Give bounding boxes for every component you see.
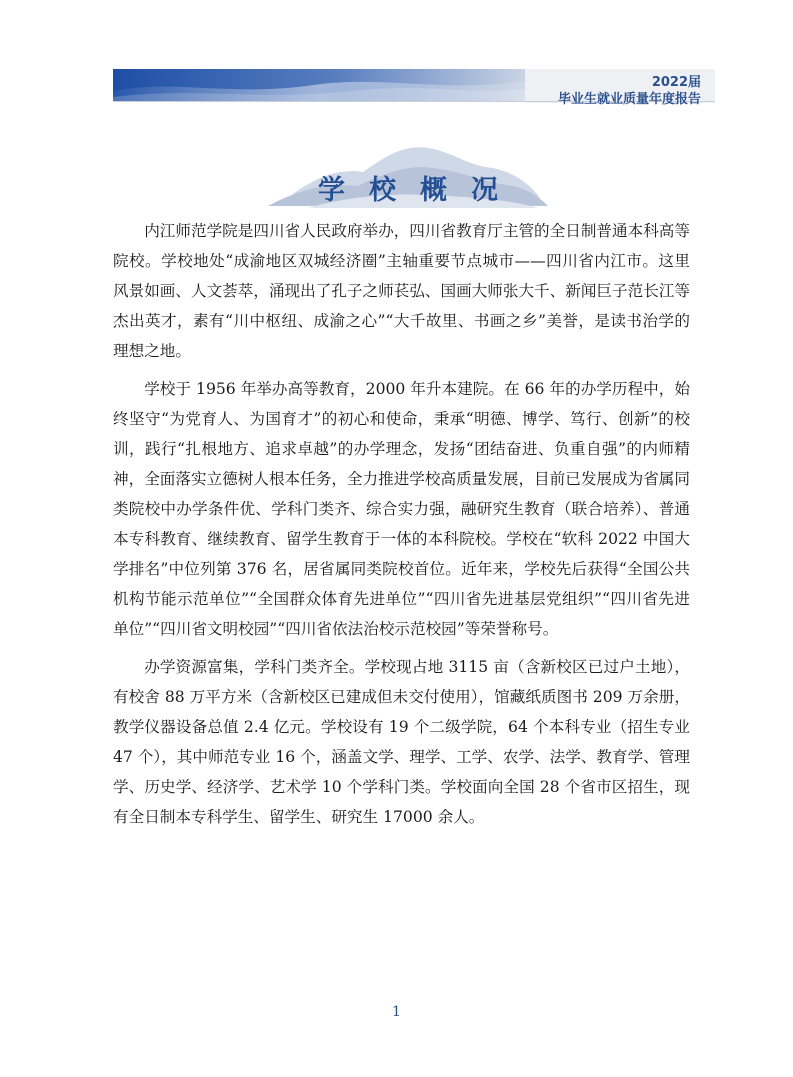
report-year: 2022届 (651, 75, 701, 90)
paragraph-intro: 内江师范学院是四川省人民政府举办，四川省教育厅主管的全日制普通本科高等院校。学校地处“成渝地区双城经济圈”主轴重要节点城市——四川省内江市。这里风景如画、人文荟萃，涌现出了孔子之师苌弘、国画大师张大千、新闻巨子范长江等杰出英才，素有“川中枢纽、成渝之心”“大千故里、书画之乡”美誉，是读书治学的理想之地。 (113, 222, 690, 360)
paragraph-history: 学校于 1956 年举办高等教育，2000 年升本建院。在 66 年的办学历程中，始终坚守“为党育人、为国育才”的初心和使命，秉承“明德、博学、笃行、创新”的校训，践行“扎根地方、追求卓越”的办学理念，发扬“团结奋进、负重自强”的内师精神，全面落实立德树人根本任务，全力推进学校高质量发展，目前已发展成为省属同类院校中办学条件优、学科门类齐、综合实力强，融研究生教育（联合培养）、普通本专科教育、继续教育、留学生教育于一体的本科院校。学校在“软科 2022 中国大学排名”中位列第 376 名，居省属同类院校首位。近年来，学校先后获得“全国公共机构节能示范单位”“全国群众体育先进单位”“四川省先进基层党组织”“四川省先进单位”“四川省文明校园”“四川省依法治校示范校园”等荣誉称号。 (113, 380, 690, 638)
section-title: 学校概况 (318, 175, 522, 206)
header-gradient-band (113, 69, 525, 101)
paragraph-resources: 办学资源富集，学科门类齐全。学校现占地 3115 亩（含新校区已过户土地），有校舍 88 万平方米（含新校区已建成但未交付使用），馆藏纸质图书 209 万余册，教学仪器设备总值 2.4 亿元。学校设有 19 个二级学院，64 个本科专业（招生专业 47 个），其中师范专业 16 个，涵盖文学、理学、工学、农学、法学、教育学、管理学、历史学、经济学、艺术学 10 个学科门类。学校面向全国 28 个省市区招生，现有全日制本专科学生、留学生、研究生 17000 余人。 (113, 658, 690, 826)
body-text (113, 216, 690, 840)
page-number: 1 (392, 1004, 401, 1020)
report-title: 毕业生就业质量年度报告 (557, 92, 701, 107)
